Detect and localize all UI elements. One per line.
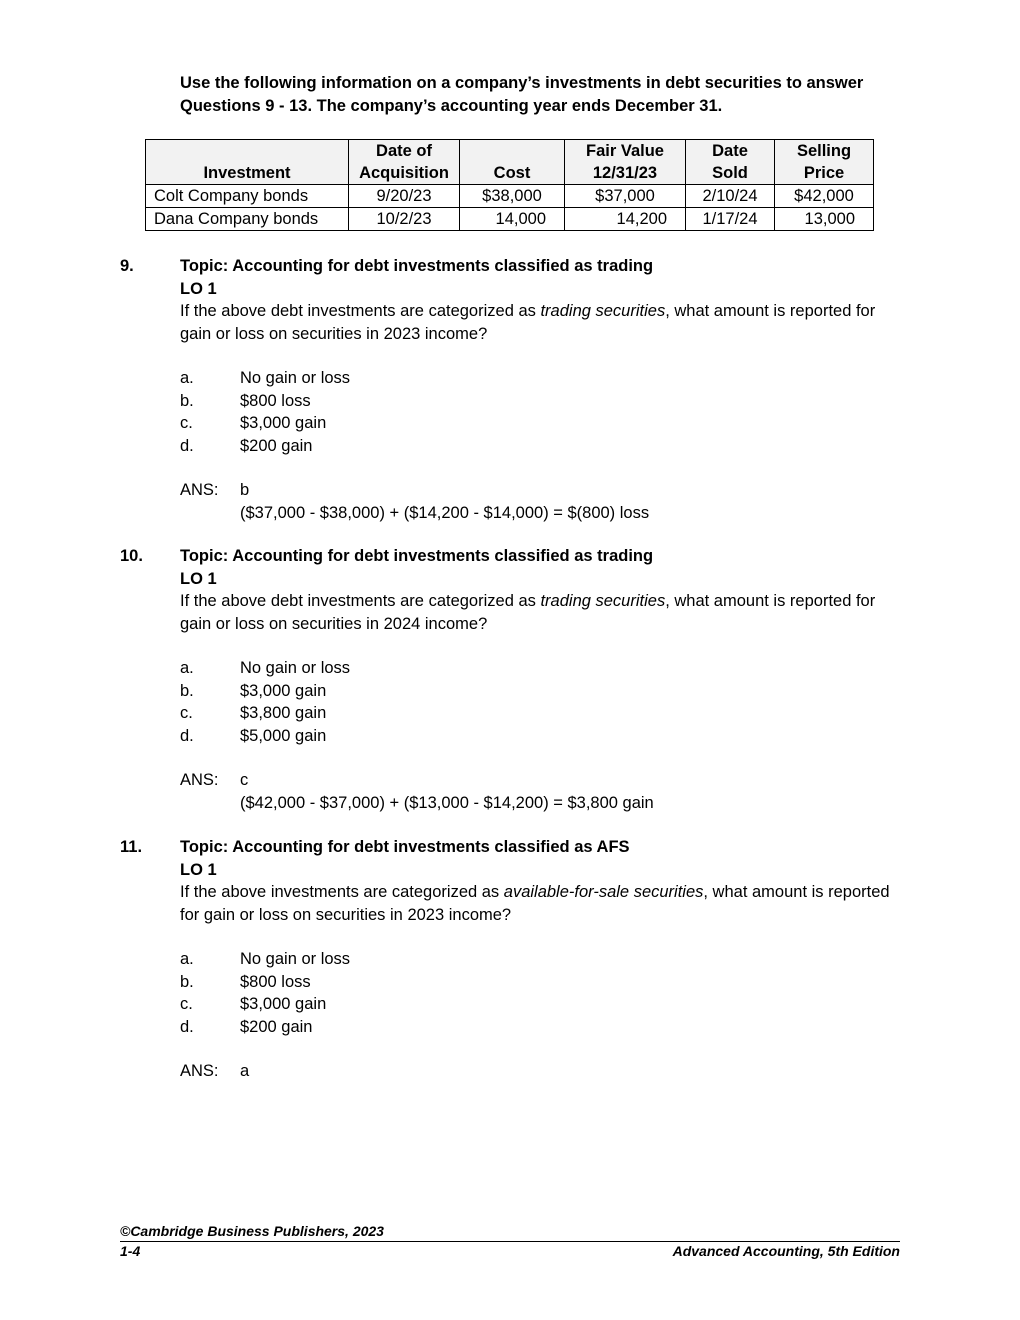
choice-a: a. No gain or loss xyxy=(180,950,351,968)
table-cell: $42,000 xyxy=(775,185,874,208)
answer-label: ANS: xyxy=(180,1062,219,1080)
table-header-row xyxy=(146,140,874,185)
investments-table xyxy=(145,139,874,231)
choice-d: d. $200 gain xyxy=(180,436,313,455)
question-number: 11. xyxy=(120,838,143,856)
table-row xyxy=(146,185,874,208)
table-cell: 9/20/23 xyxy=(349,185,460,208)
header-investment: Investment xyxy=(146,140,349,185)
table-cell: Colt Company bonds xyxy=(146,185,349,208)
answer-choices xyxy=(180,948,902,1038)
header-cost: Cost xyxy=(460,140,565,185)
answer-label: ANS: xyxy=(180,771,219,789)
answer-explanation: ($42,000 - $37,000) + ($13,000 - $14,200) = $3,800 gain xyxy=(240,793,654,812)
answer-value: a xyxy=(240,1062,250,1080)
header-selling-price: Selling Price xyxy=(775,140,874,185)
learning-objective: LO 1 xyxy=(180,569,217,588)
table-cell: $37,000 xyxy=(565,185,686,208)
question-topic: Topic: Accounting for debt investments classified as AFS xyxy=(180,838,630,856)
header-date-sold: Date Sold xyxy=(686,140,775,185)
choice-b: b. $800 loss xyxy=(180,972,311,991)
answer-value: b xyxy=(240,481,250,499)
table-cell: 14,000 xyxy=(460,208,565,231)
answer-label: ANS: xyxy=(180,481,219,499)
copyright-text: ©Cambridge Business Publishers, 2023 xyxy=(120,1223,384,1239)
question-body xyxy=(180,255,902,524)
question-stem: If the above investments are categorized as available-for-sale securities, what amount is reported for gain or loss on securities in 2023 income? xyxy=(180,883,890,924)
choice-b: b. $800 loss xyxy=(180,391,311,410)
table-cell: Dana Company bonds xyxy=(146,208,349,231)
question-number: 9. xyxy=(120,257,134,275)
table-cell: 13,000 xyxy=(775,208,874,231)
answer-block xyxy=(180,479,902,524)
learning-objective: LO 1 xyxy=(180,279,217,298)
table-cell: $38,000 xyxy=(460,185,565,208)
table-cell: 2/10/24 xyxy=(686,185,775,208)
choice-d: d. $5,000 gain xyxy=(180,726,327,745)
question-number: 10. xyxy=(120,547,143,565)
page-footer xyxy=(120,1222,900,1260)
answer-choices xyxy=(180,657,902,747)
answer-value: c xyxy=(240,771,249,789)
answer-explanation: ($37,000 - $38,000) + ($14,200 - $14,000) = $(800) loss xyxy=(240,503,650,522)
learning-objective: LO 1 xyxy=(180,860,217,879)
book-title: Advanced Accounting, 5th Edition xyxy=(672,1243,900,1259)
choice-a: a. No gain or loss xyxy=(180,369,351,387)
header-date-acquisition: Date of Acquisition xyxy=(349,140,460,185)
question-body xyxy=(180,836,902,1083)
footer-row xyxy=(120,1242,900,1260)
intro-text: Use the following information on a company’s investments in debt securities to answer Questions 9 - 13. The company’s accounting year ends December 31. xyxy=(180,74,864,115)
choice-c: c. $3,000 gain xyxy=(180,414,327,432)
question-topic: Topic: Accounting for debt investments classified as trading xyxy=(180,547,654,565)
page-number: 1-4 xyxy=(120,1243,141,1259)
table-cell: 1/17/24 xyxy=(686,208,775,231)
choice-c: c. $3,000 gain xyxy=(180,995,327,1013)
choice-b: b. $3,000 gain xyxy=(180,681,327,700)
answer-choices xyxy=(180,367,902,457)
table-cell: 14,200 xyxy=(565,208,686,231)
choice-d: d. $200 gain xyxy=(180,1017,313,1036)
header-fair-value: Fair Value 12/31/23 xyxy=(565,140,686,185)
question-stem: If the above debt investments are categorized as trading securities, what amount is reported for gain or loss on securities in 2023 income? xyxy=(180,302,876,343)
question-stem: If the above debt investments are categorized as trading securities, what amount is reported for gain or loss on securities in 2024 income? xyxy=(180,592,876,633)
answer-block xyxy=(180,1060,902,1083)
answer-block xyxy=(180,769,902,814)
choice-c: c. $3,800 gain xyxy=(180,704,327,722)
choice-a: a. No gain or loss xyxy=(180,659,351,677)
table-row xyxy=(146,208,874,231)
question-topic: Topic: Accounting for debt investments classified as trading xyxy=(180,257,654,275)
question-body xyxy=(180,545,902,814)
table-cell: 10/2/23 xyxy=(349,208,460,231)
